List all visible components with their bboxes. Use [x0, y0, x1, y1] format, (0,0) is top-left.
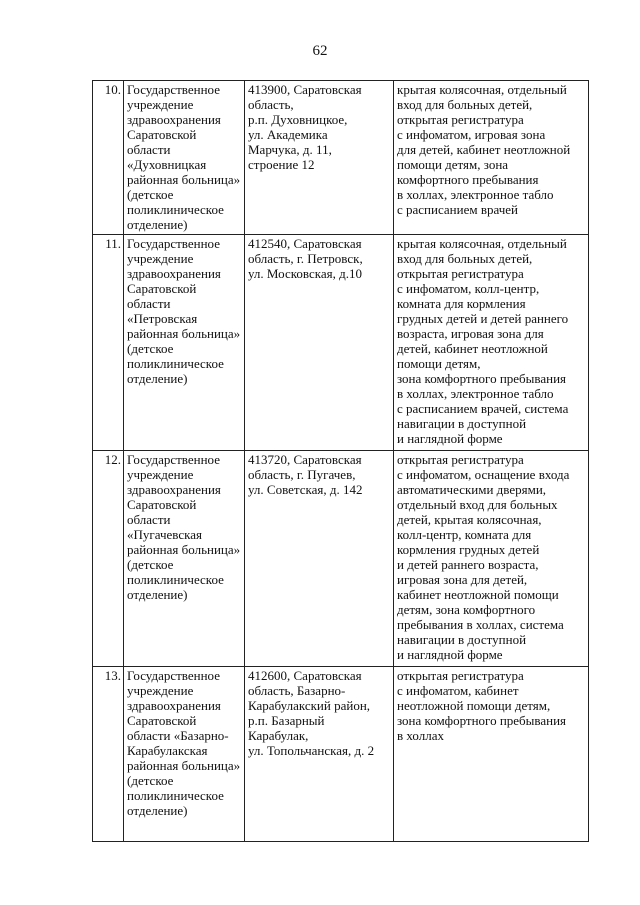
institution-address-line: Карабулак,	[248, 728, 309, 743]
institution-features-line: с инфоматом, колл-центр,	[397, 281, 540, 296]
institution-features-line: комфортного пребывания	[397, 172, 539, 187]
table-row	[93, 235, 589, 451]
institution-features-line: навигации в доступной	[397, 632, 527, 647]
institution-name-line: (детское	[127, 341, 174, 356]
institution-address	[245, 235, 394, 451]
institution-name	[124, 667, 245, 842]
institution-name-line: поликлиническое	[127, 788, 224, 803]
institution-features-line: с инфоматом, оснащение входа	[397, 467, 570, 482]
institution-features-line: помощи детям,	[397, 356, 481, 371]
institution-address-line: ул. Московская, д.10	[248, 266, 362, 281]
institution-features-line: возраста, игровая зона для	[397, 326, 544, 341]
institution-name-line: области	[127, 142, 171, 157]
institution-name	[124, 81, 245, 235]
institution-features-line: детям, зона комфортного	[397, 602, 536, 617]
institution-name-line: Саратовской	[127, 497, 197, 512]
institution-name-line: (детское	[127, 187, 174, 202]
institution-name-line: Саратовской	[127, 127, 197, 142]
page-number: 62	[312, 43, 328, 59]
institution-features	[394, 451, 589, 667]
table-row	[93, 81, 589, 235]
institution-address-line: 413720, Саратовская	[248, 452, 362, 467]
institution-features-line: с инфоматом, игровая зона	[397, 127, 546, 142]
institution-features-line: для детей, кабинет неотложной	[397, 142, 571, 157]
institution-features-line: помощи детям, зона	[397, 157, 509, 172]
institution-features-line: вход для больных детей,	[397, 97, 533, 112]
institution-features-line: грудных детей и детей раннего	[397, 311, 569, 326]
institution-name-line: (детское	[127, 557, 174, 572]
institution-address	[245, 451, 394, 667]
institution-address-line: р.п. Базарный	[248, 713, 325, 728]
institution-features-line: в холлах	[397, 728, 444, 743]
institution-name-line: районная больница»	[127, 326, 241, 341]
institution-features-line: колл-центр, комната для	[397, 527, 532, 542]
institution-address-line: ул. Советская, д. 142	[248, 482, 363, 497]
institution-features-line: комната для кормления	[397, 296, 526, 311]
institution-name-line: отделение)	[127, 371, 188, 386]
institution-name-line: здравоохранения	[127, 482, 221, 497]
institution-name-line: районная больница»	[127, 542, 241, 557]
institution-name-line: поликлиническое	[127, 356, 224, 371]
institution-name-line: (детское	[127, 773, 174, 788]
institution-name-line: здравоохранения	[127, 112, 221, 127]
institution-name-line: области	[127, 296, 171, 311]
institution-name-line: Государственное	[127, 452, 220, 467]
institution-name-line: Саратовской	[127, 281, 197, 296]
institution-name-line: Государственное	[127, 82, 220, 97]
institution-address-line: ул. Академика	[248, 127, 328, 142]
institution-features	[394, 81, 589, 235]
institution-features-line: зона комфортного пребывания	[397, 371, 567, 386]
institution-name-line: «Пугачевская	[127, 527, 202, 542]
facilities-table	[92, 80, 589, 842]
institution-features-line: детей, кабинет неотложной	[397, 341, 548, 356]
institution-name-line: поликлиническое	[127, 572, 224, 587]
institution-features-line: и наглядной форме	[397, 431, 503, 446]
institution-name-line: районная больница»	[127, 172, 241, 187]
institution-name-line: области «Базарно-	[127, 728, 229, 743]
row-number: 13.	[93, 667, 124, 842]
institution-features-line: неотложной помощи детям,	[397, 698, 551, 713]
institution-address-line: Марчука, д. 11,	[248, 142, 332, 157]
row-number: 10.	[93, 81, 124, 235]
institution-features-line: крытая колясочная, отдельный	[397, 82, 567, 97]
institution-features-line: с расписанием врачей, система	[397, 401, 569, 416]
institution-address-line: Карабулакский район,	[248, 698, 371, 713]
institution-name-line: отделение)	[127, 803, 188, 818]
institution-features-line: открытая регистратура	[397, 452, 524, 467]
institution-name-line: Государственное	[127, 236, 220, 251]
institution-features-line: зона комфортного пребывания	[397, 713, 567, 728]
institution-features-line: кормления грудных детей	[397, 542, 540, 557]
institution-features	[394, 667, 589, 842]
institution-address	[245, 667, 394, 842]
institution-address-line: 412600, Саратовская	[248, 668, 362, 683]
institution-name-line: Государственное	[127, 668, 220, 683]
institution-features-line: открытая регистратура	[397, 668, 524, 683]
institution-name-line: учреждение	[127, 683, 194, 698]
institution-features-line: пребывания в холлах, система	[397, 617, 564, 632]
institution-features-line: и наглядной форме	[397, 647, 503, 662]
institution-address	[245, 81, 394, 235]
institution-features-line: крытая колясочная, отдельный	[397, 236, 567, 251]
institution-address-line: 413900, Саратовская	[248, 82, 362, 97]
institution-name-line: поликлиническое	[127, 202, 224, 217]
institution-features-line: с расписанием врачей	[397, 202, 518, 217]
institution-name-line: здравоохранения	[127, 266, 221, 281]
institution-address-line: область, г. Петровск,	[248, 251, 363, 266]
institution-features-line: автоматическими дверями,	[397, 482, 547, 497]
institution-name	[124, 451, 245, 667]
institution-name-line: «Духовницкая	[127, 157, 207, 172]
row-number: 11.	[93, 235, 124, 451]
institution-name-line: отделение)	[127, 217, 188, 232]
institution-features-line: открытая регистратура	[397, 266, 524, 281]
institution-features-line: и детей раннего возраста,	[397, 557, 539, 572]
institution-address-line: область, г. Пугачев,	[248, 467, 356, 482]
institution-name	[124, 235, 245, 451]
institution-name-line: учреждение	[127, 251, 194, 266]
institution-name-line: Саратовской	[127, 713, 197, 728]
institution-features-line: игровая зона для детей,	[397, 572, 528, 587]
institution-features-line: отдельный вход для больных	[397, 497, 558, 512]
institution-features-line: кабинет неотложной помощи	[397, 587, 559, 602]
institution-address-line: р.п. Духовницкое,	[248, 112, 348, 127]
institution-name-line: здравоохранения	[127, 698, 221, 713]
institution-features-line: с инфоматом, кабинет	[397, 683, 519, 698]
institution-name-line: области	[127, 512, 171, 527]
institution-features-line: навигации в доступной	[397, 416, 527, 431]
institution-features	[394, 235, 589, 451]
institution-name-line: отделение)	[127, 587, 188, 602]
institution-features-line: в холлах, электронное табло	[397, 187, 554, 202]
institution-features-line: открытая регистратура	[397, 112, 524, 127]
institution-name-line: учреждение	[127, 97, 194, 112]
institution-name-line: Карабулакская	[127, 743, 208, 758]
institution-features-line: детей, крытая колясочная,	[397, 512, 542, 527]
institution-address-line: область, Базарно-	[248, 683, 346, 698]
institution-name-line: «Петровская	[127, 311, 198, 326]
institution-address-line: строение 12	[248, 157, 315, 172]
institution-name-line: районная больница»	[127, 758, 241, 773]
institution-features-line: вход для больных детей,	[397, 251, 533, 266]
institution-name-line: учреждение	[127, 467, 194, 482]
institution-address-line: ул. Топольчанская, д. 2	[248, 743, 375, 758]
table-row	[93, 451, 589, 667]
institution-address-line: область,	[248, 97, 294, 112]
institution-address-line: 412540, Саратовская	[248, 236, 362, 251]
institution-features-line: в холлах, электронное табло	[397, 386, 554, 401]
table-row	[93, 667, 589, 842]
row-number: 12.	[93, 451, 124, 667]
